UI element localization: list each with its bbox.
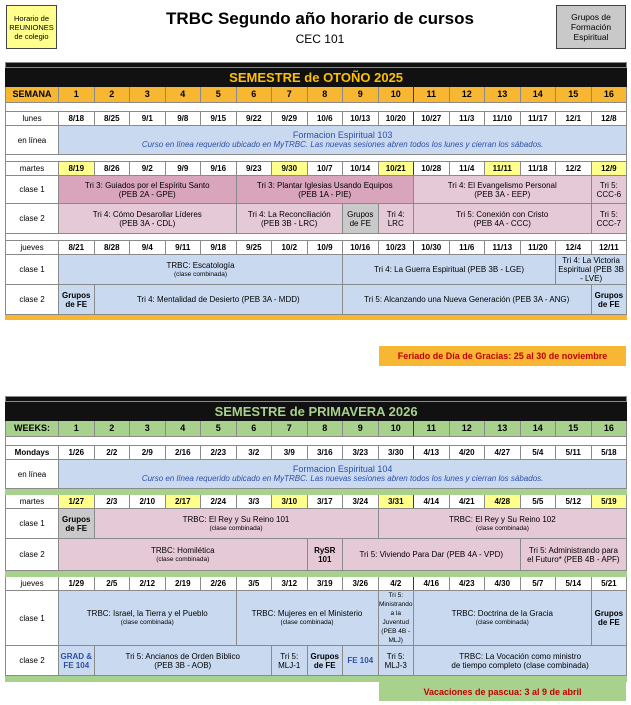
date-cell: 12/4 — [556, 241, 592, 255]
week-number: 7 — [272, 421, 308, 437]
date-cell: 12/1 — [556, 112, 592, 126]
week-number: 13 — [485, 87, 521, 103]
weeks-label: WEEKS: — [6, 421, 59, 437]
date-cell: 11/11 — [485, 162, 521, 176]
date-cell: 9/11 — [165, 241, 201, 255]
page-title: TRBC Segundo año horario de cursos — [166, 9, 474, 28]
date-cell: 10/7 — [307, 162, 343, 176]
date-cell: 10/14 — [343, 162, 379, 176]
tue-class1-label-spring: clase 1 — [6, 509, 59, 539]
date-cell: 10/6 — [307, 112, 343, 126]
date-cell: 2/10 — [130, 495, 166, 509]
date-cell: 5/12 — [556, 495, 592, 509]
date-cell: 11/10 — [485, 112, 521, 126]
date-cell: 2/23 — [201, 446, 237, 460]
date-cell: 3/17 — [307, 495, 343, 509]
tue-c2-course-ccc: Tri 5: Conexión con Cristo (PEB 4A - CCC) — [414, 204, 592, 234]
meetings-legend-box: Horario de REUNIONES de colegio — [6, 5, 57, 49]
date-cell: 3/10 — [272, 495, 308, 509]
date-cell: 5/11 — [556, 446, 592, 460]
week-number: 6 — [236, 421, 272, 437]
tue-c2-course-rysr: RySR 101 — [307, 539, 343, 571]
date-cell: 11/3 — [449, 112, 485, 126]
date-cell: 2/17 — [165, 495, 201, 509]
tue-c1-course-pie: Tri 3: Plantar Iglesias Usando Equipos (PEB 1A - PIE) — [236, 176, 414, 204]
date-cell: 9/29 — [272, 112, 308, 126]
week-number: 14 — [520, 87, 556, 103]
tue-c2-course-homiletica: TRBC: Homilética (clase combinada) — [59, 539, 308, 571]
date-cell: 10/13 — [343, 112, 379, 126]
online-course-cell: Formacion Espiritual 103 Curso en línea requerido ubicado en MyTRBC. Las nuevas sesiones abren todos los lunes y cierran los sábados. — [59, 126, 627, 155]
spring-semester-banner: SEMESTRE de PRIMAVERA 2026 — [6, 402, 627, 421]
date-cell: 9/25 — [236, 241, 272, 255]
date-cell: 2/19 — [165, 577, 201, 591]
tue-class1-label: clase 1 — [6, 176, 59, 204]
week-number: 4 — [165, 87, 201, 103]
date-cell: 3/3 — [236, 495, 272, 509]
date-cell: 11/20 — [520, 241, 556, 255]
monday-label: lunes — [6, 112, 59, 126]
thu-c1-course-gracia: TRBC: Doctrina de la Gracia (clase combinada) — [414, 591, 592, 646]
date-cell: 4/28 — [485, 495, 521, 509]
date-cell: 10/20 — [378, 112, 414, 126]
thanksgiving-note: Feriado de Día de Gracias: 25 al 30 de noviembre — [379, 346, 626, 366]
thu-class1-label: clase 1 — [6, 255, 59, 285]
week-number: 3 — [130, 87, 166, 103]
date-cell: 8/26 — [94, 162, 130, 176]
thu-c2-course-aob: Tri 5: Ancianos de Orden Bíblico (PEB 3B - AOB) — [94, 646, 272, 676]
date-cell: 4/2 — [378, 577, 414, 591]
thu-class1-label-spring: clase 1 — [6, 591, 59, 646]
fall-schedule-table — [5, 62, 627, 320]
tue-c2-course-ccc7: Tri 5: CCC-7 — [591, 204, 627, 234]
date-cell: 3/5 — [236, 577, 272, 591]
date-cell: 3/30 — [378, 446, 414, 460]
page-subtitle: CEC 101 — [295, 32, 345, 46]
date-cell: 10/2 — [272, 241, 308, 255]
week-number: 1 — [59, 87, 95, 103]
date-cell: 4/30 — [485, 577, 521, 591]
tue-class2-label-spring: clase 2 — [6, 539, 59, 571]
date-cell: 2/5 — [94, 577, 130, 591]
date-cell: 2/9 — [130, 446, 166, 460]
thu-c1-course-escatologia: TRBC: Escatología (clase combinada) — [59, 255, 343, 285]
week-number: 8 — [307, 421, 343, 437]
date-cell: 4/14 — [414, 495, 450, 509]
week-number: 13 — [485, 421, 521, 437]
date-cell: 9/15 — [201, 112, 237, 126]
week-number: 9 — [343, 87, 379, 103]
thu-c1-course-mujeres: TRBC: Mujeres en el Ministerio (clase combinada) — [236, 591, 378, 646]
date-cell: 10/28 — [414, 162, 450, 176]
date-cell: 8/18 — [59, 112, 95, 126]
date-cell: 3/2 — [236, 446, 272, 460]
tue-c1-formation-group-spring: Grupos de FE — [59, 509, 95, 539]
date-cell: 9/1 — [130, 112, 166, 126]
spring-schedule-table — [5, 396, 627, 682]
week-number: 15 — [556, 87, 592, 103]
date-cell: 9/9 — [165, 162, 201, 176]
date-cell: 8/19 — [59, 162, 95, 176]
thursday-label: jueves — [6, 241, 59, 255]
date-cell: 12/9 — [591, 162, 627, 176]
thursday-label-spring: jueves — [6, 577, 59, 591]
thu-c2-course-vocacion: TRBC: La Vocación como ministro de tiempo completo (clase combinada) — [414, 646, 627, 676]
date-cell: 3/26 — [343, 577, 379, 591]
week-number: 12 — [449, 87, 485, 103]
week-number: 2 — [94, 87, 130, 103]
fall-semester-banner: SEMESTRE de OTOÑO 2025 — [6, 68, 627, 87]
date-cell: 5/21 — [591, 577, 627, 591]
week-number: 12 — [449, 421, 485, 437]
date-cell: 2/3 — [94, 495, 130, 509]
date-cell: 10/23 — [378, 241, 414, 255]
date-cell: 5/5 — [520, 495, 556, 509]
date-cell: 11/18 — [520, 162, 556, 176]
thu-c2-formation-group: Grupos de FE — [59, 285, 95, 315]
date-cell: 12/8 — [591, 112, 627, 126]
thu-class2-label: clase 2 — [6, 285, 59, 315]
date-cell: 11/17 — [520, 112, 556, 126]
date-cell: 4/13 — [414, 446, 450, 460]
date-cell: 4/21 — [449, 495, 485, 509]
week-number: 2 — [94, 421, 130, 437]
thu-c1-course-israel: TRBC: Israel, la Tierra y el Pueblo (clase combinada) — [59, 591, 237, 646]
tue-c2-course-apf: Tri 5: Administrando para el Futuro* (PEB 4B - APF) — [520, 539, 627, 571]
thu-class2-label-spring: clase 2 — [6, 646, 59, 676]
date-cell: 1/29 — [59, 577, 95, 591]
date-cell: 10/30 — [414, 241, 450, 255]
thu-c1-formation-group-spring: Grupos de FE — [591, 591, 627, 646]
week-number: 16 — [591, 87, 627, 103]
mondays-label: Mondays — [6, 446, 59, 460]
tue-c2-course-vpd: Tri 5: Viviendo Para Dar (PEB 4A - VPD) — [343, 539, 521, 571]
tue-c2-course-cdl: Tri 4: Cómo Desarollar Líderes (PEB 3A - CDL) — [59, 204, 237, 234]
date-cell: 8/25 — [94, 112, 130, 126]
thu-c2-formation-group-spring: Grupos de FE — [307, 646, 343, 676]
date-cell: 1/27 — [59, 495, 95, 509]
date-cell: 9/30 — [272, 162, 308, 176]
week-label: SEMANA — [6, 87, 59, 103]
week-number: 5 — [201, 87, 237, 103]
tue-c2-formation-group: Grupos de FE — [343, 204, 379, 234]
week-number: 7 — [272, 87, 308, 103]
tuesday-label: martes — [6, 162, 59, 176]
date-cell: 11/6 — [449, 241, 485, 255]
thu-c2-course-ang: Tri 5: Alcanzando una Nueva Generación (PEB 3A - ANG) — [343, 285, 592, 315]
thu-c1-course-lge: Tri 4: La Guerra Espiritual (PEB 3B - LGE) — [343, 255, 556, 285]
date-cell: 2/16 — [165, 446, 201, 460]
date-cell: 2/24 — [201, 495, 237, 509]
tue-c1-course-eep: Tri 4: El Evangelismo Personal (PEB 3A - EEP) — [414, 176, 592, 204]
tue-c1-course-ccc6: Tri 5: CCC-6 — [591, 176, 627, 204]
date-cell: 11/13 — [485, 241, 521, 255]
week-number: 9 — [343, 421, 379, 437]
easter-break-note: Vacaciones de pascua: 3 al 9 de abril — [379, 682, 626, 701]
week-number: 10 — [378, 87, 414, 103]
tue-c2-course-lrc-short: Tri 4: LRC — [378, 204, 414, 234]
date-cell: 3/12 — [272, 577, 308, 591]
date-cell: 3/16 — [307, 446, 343, 460]
date-cell: 10/9 — [307, 241, 343, 255]
thu-c2-course-mdd: Tri 4: Mentalidad de Desierto (PEB 3A - MDD) — [94, 285, 343, 315]
week-number: 1 — [59, 421, 95, 437]
tue-c1-course-gpe: Tri 3: Guiados por el Espíritu Santo (PEB 2A - GPE) — [59, 176, 237, 204]
date-cell: 5/7 — [520, 577, 556, 591]
date-cell: 3/9 — [272, 446, 308, 460]
date-cell: 8/21 — [59, 241, 95, 255]
online-label: en línea — [6, 126, 59, 155]
date-cell: 10/16 — [343, 241, 379, 255]
week-number: 14 — [520, 421, 556, 437]
online-course-cell-spring: Formacion Espiritual 104 Curso en línea requerido ubicado en MyTRBC. Las nuevas sesiones abren todos los lunes y cierran los sábados. — [59, 460, 627, 489]
date-cell: 4/16 — [414, 577, 450, 591]
date-cell: 5/14 — [556, 577, 592, 591]
date-cell: 9/4 — [130, 241, 166, 255]
thu-c2-formation-group-end: Grupos de FE — [591, 285, 627, 315]
formation-groups-legend-box: Grupos de Formación Espiritual — [556, 5, 626, 49]
date-cell: 4/20 — [449, 446, 485, 460]
date-cell: 5/4 — [520, 446, 556, 460]
week-number: 11 — [414, 421, 450, 437]
thu-c1-course-mlj: Tri 5: Ministrando a la Juventud (PEB 4B -MLJ) — [378, 592, 413, 644]
date-cell: 4/23 — [449, 577, 485, 591]
thu-c1-course-lve: Tri 4: La Victoria Espiritual (PEB 3B - LVE) — [556, 255, 627, 285]
date-cell: 3/24 — [343, 495, 379, 509]
tue-c1-course-rey101: TRBC: El Rey y Su Reino 101 (clase combinada) — [94, 509, 378, 539]
tue-class2-label: clase 2 — [6, 204, 59, 234]
date-cell: 9/22 — [236, 112, 272, 126]
week-number: 4 — [165, 421, 201, 437]
thu-c2-grad-fe104: GRAD & FE 104 — [59, 646, 95, 676]
week-number: 10 — [378, 421, 414, 437]
tuesday-label-spring: martes — [6, 495, 59, 509]
date-cell: 5/18 — [591, 446, 627, 460]
date-cell: 4/27 — [485, 446, 521, 460]
date-cell: 2/12 — [130, 577, 166, 591]
date-cell: 3/23 — [343, 446, 379, 460]
week-number: 3 — [130, 421, 166, 437]
date-cell: 10/27 — [414, 112, 450, 126]
thu-c2-course-mlj3: Tri 5: MLJ-3 — [378, 646, 414, 676]
date-cell: 8/28 — [94, 241, 130, 255]
tue-c1-course-rey102: TRBC: El Rey y Su Reino 102 (clase combinada) — [378, 509, 627, 539]
week-number: 11 — [414, 87, 450, 103]
date-cell: 5/19 — [591, 495, 627, 509]
week-number: 8 — [307, 87, 343, 103]
date-cell: 3/19 — [307, 577, 343, 591]
date-cell: 10/21 — [378, 162, 414, 176]
date-cell: 9/8 — [165, 112, 201, 126]
date-cell: 3/31 — [378, 495, 414, 509]
date-cell: 2/26 — [201, 577, 237, 591]
week-number: 6 — [236, 87, 272, 103]
date-cell: 12/11 — [591, 241, 627, 255]
date-cell: 9/16 — [201, 162, 237, 176]
week-number: 15 — [556, 421, 592, 437]
online-label-spring: en línea — [6, 460, 59, 489]
week-number: 16 — [591, 421, 627, 437]
week-number: 5 — [201, 421, 237, 437]
date-cell: 11/4 — [449, 162, 485, 176]
tue-c2-course-lrc: Tri 4: La Reconciliación (PEB 3B - LRC) — [236, 204, 343, 234]
date-cell: 12/2 — [556, 162, 592, 176]
date-cell: 9/18 — [201, 241, 237, 255]
date-cell: 1/26 — [59, 446, 95, 460]
date-cell: 2/2 — [94, 446, 130, 460]
thu-c2-course-mlj1: Tri 5: MLJ-1 — [272, 646, 308, 676]
date-cell: 9/2 — [130, 162, 166, 176]
date-cell: 9/23 — [236, 162, 272, 176]
thu-c2-fe104: FE 104 — [343, 646, 379, 676]
